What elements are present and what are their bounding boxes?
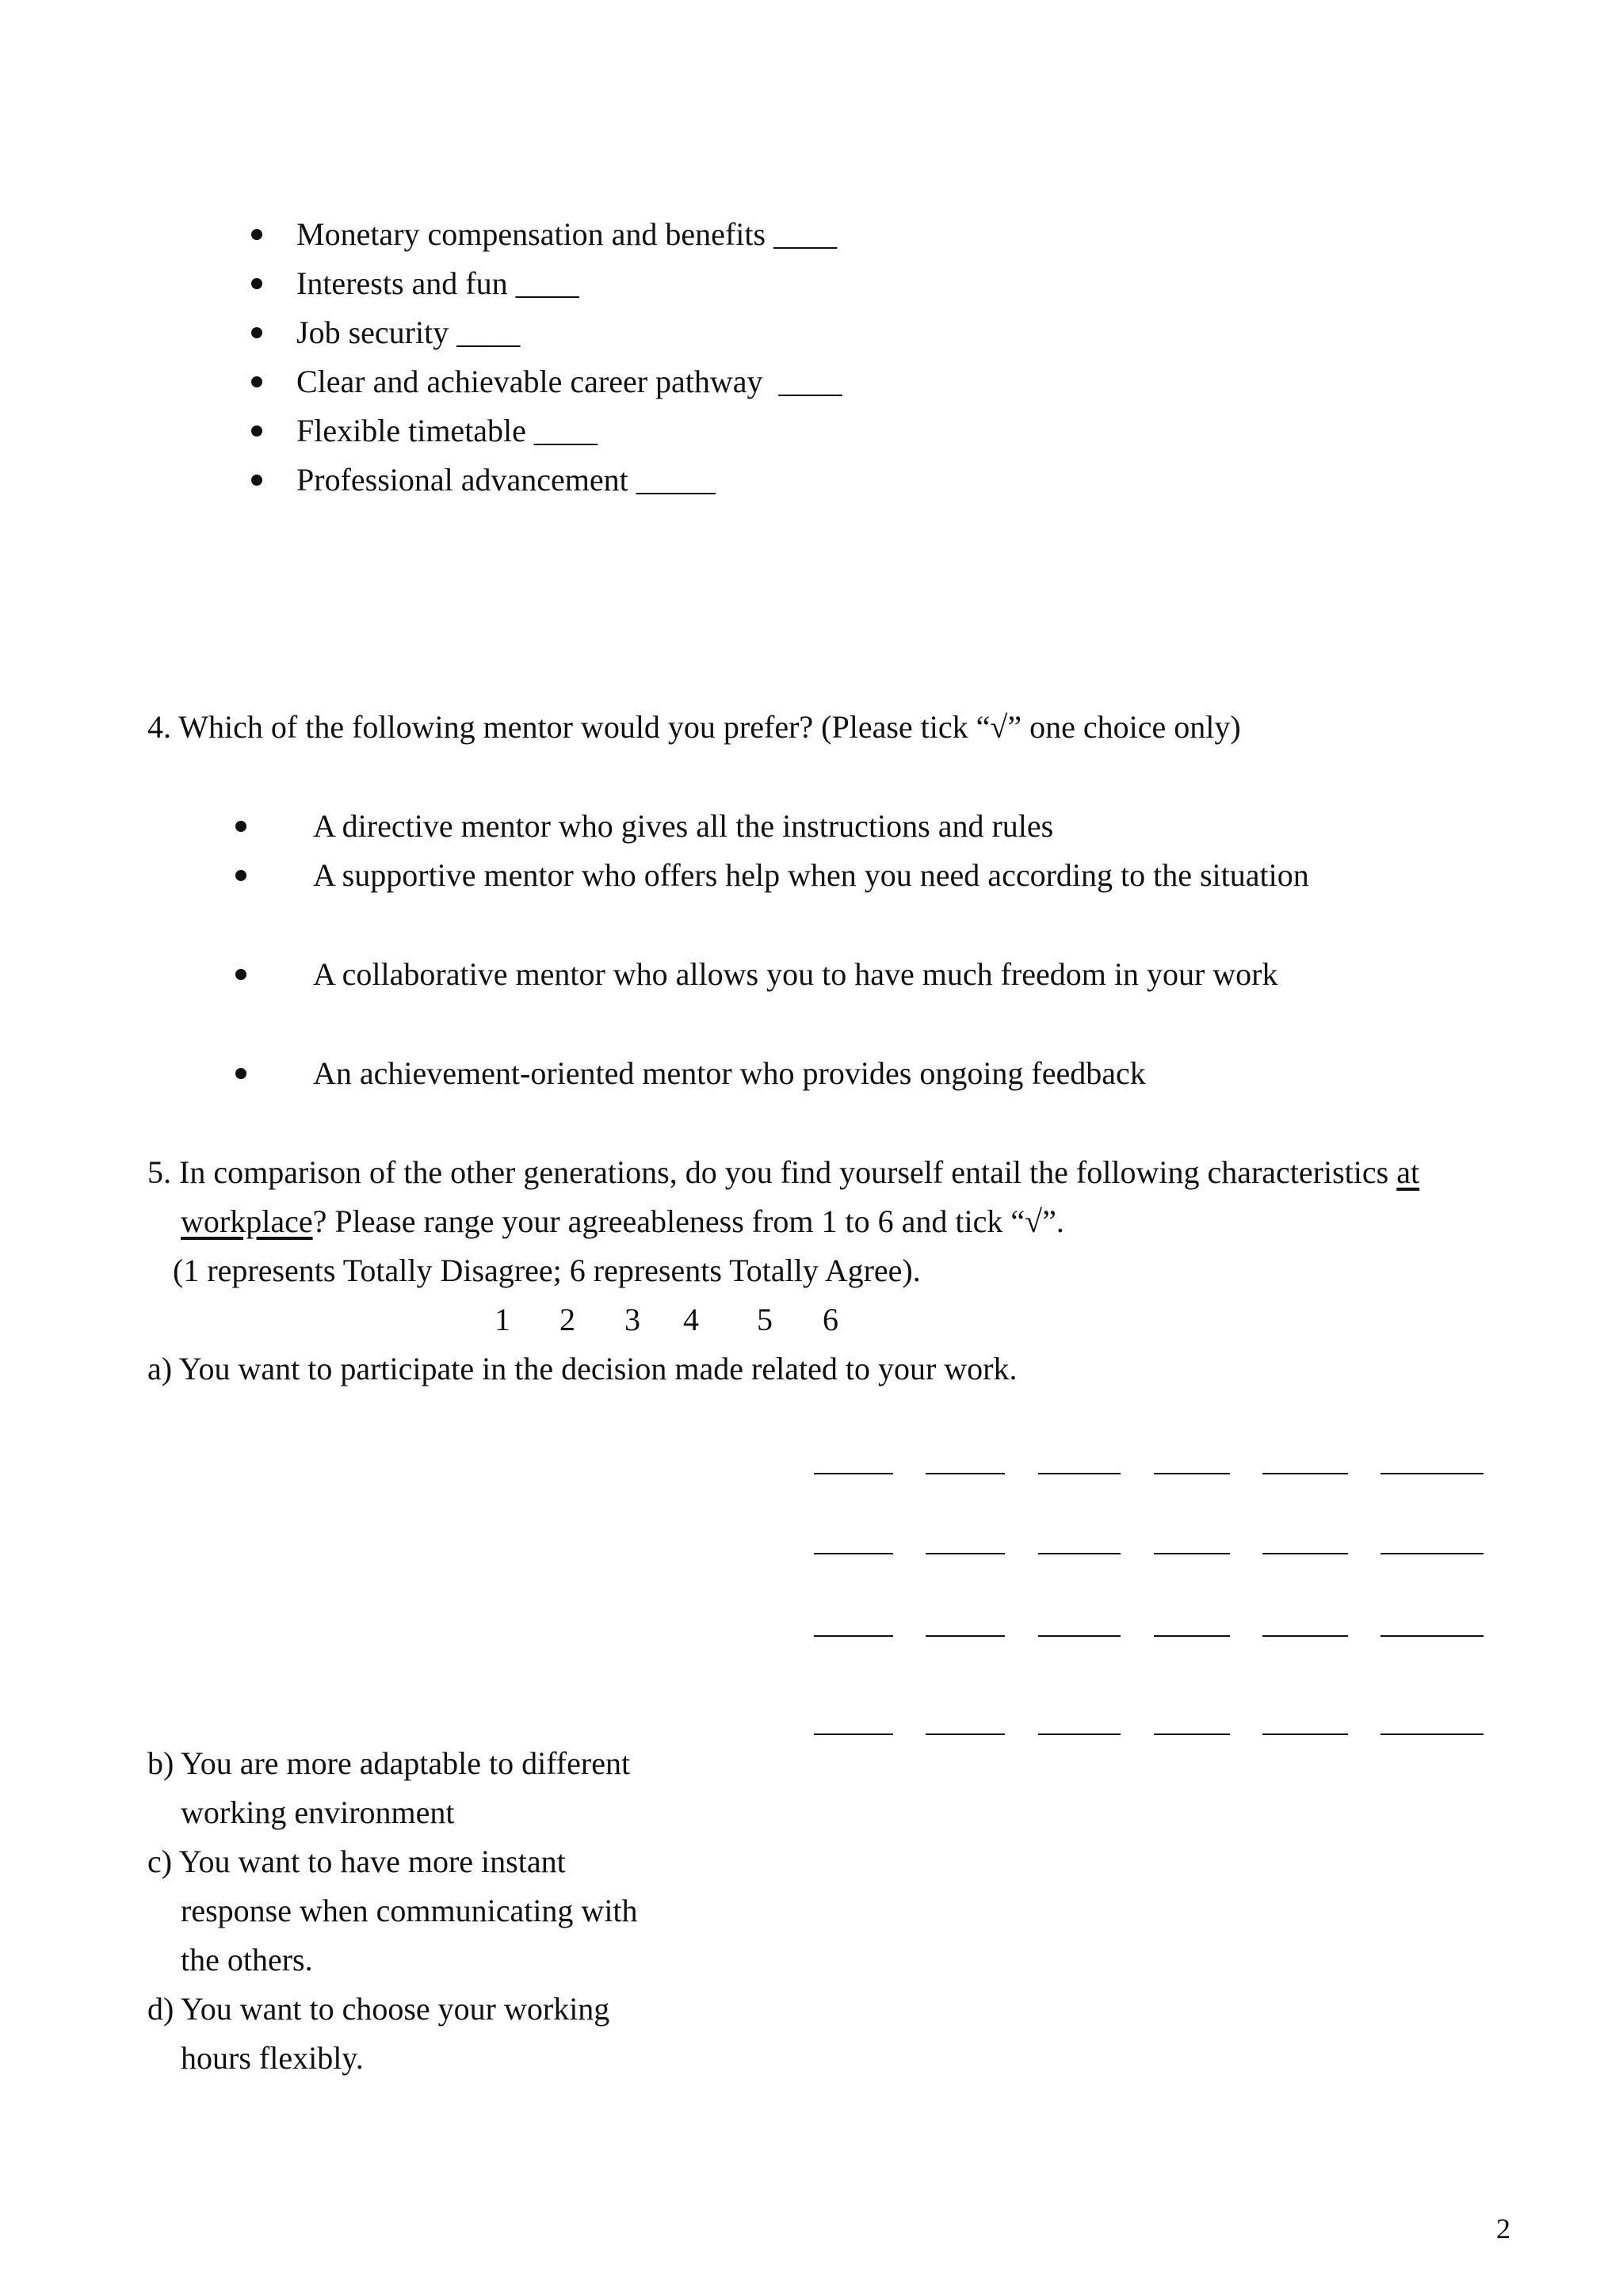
bullet-icon (235, 821, 246, 832)
answer-blank[interactable]: ____ (773, 216, 838, 252)
bullet-icon (251, 376, 262, 387)
q3-item-6 (296, 456, 716, 505)
q5-question-line2 (181, 1197, 1064, 1246)
bullet-icon (235, 870, 246, 881)
bullet-icon (235, 1068, 246, 1079)
bullet-icon (251, 425, 262, 437)
rating-blank[interactable] (814, 1733, 893, 1735)
scale-number-5: 5 (757, 1302, 773, 1337)
scale-number-1: 1 (495, 1302, 510, 1337)
rating-blank[interactable] (814, 1473, 893, 1474)
rating-blank[interactable] (926, 1473, 1005, 1474)
q5-item-d-line1: d) You want to choose your working (147, 1991, 610, 2027)
rating-blank[interactable] (1038, 1553, 1121, 1554)
rating-blank[interactable] (1038, 1473, 1121, 1474)
q3-item-2 (296, 259, 579, 308)
bullet-icon (251, 327, 262, 338)
answer-blank[interactable]: ____ (515, 265, 579, 301)
q4-option-supportive[interactable]: A supportive mentor who offers help when you need according to the situation (313, 857, 1309, 893)
rating-blank[interactable] (926, 1733, 1005, 1735)
scale-number-3: 3 (624, 1302, 640, 1337)
q5-item-b-line2: working environment (181, 1794, 455, 1830)
q5-item-c-line1: c) You want to have more instant (147, 1844, 566, 1879)
q5-question-underlined: workplace (181, 1203, 313, 1239)
q3-item-label: Monetary compensation and benefits (296, 216, 766, 252)
q5-item-c-line2: response when communicating with (181, 1893, 638, 1928)
rating-blank[interactable] (1154, 1553, 1230, 1554)
rating-blank[interactable] (1154, 1473, 1230, 1474)
q5-item-c-line3: the others. (181, 1942, 313, 1978)
page-number: 2 (1496, 2213, 1510, 2245)
scale-number-4: 4 (683, 1302, 699, 1337)
q4-question: 4. Which of the following mentor would you prefer? (Please tick “√” one choice only) (147, 709, 1241, 745)
q4-option-achievement[interactable]: An achievement-oriented mentor who provides ongoing feedback (313, 1055, 1146, 1091)
rating-blank[interactable] (1262, 1553, 1348, 1554)
rating-blank[interactable] (926, 1553, 1005, 1554)
bullet-icon (251, 475, 262, 486)
rating-blank[interactable] (1262, 1733, 1348, 1735)
rating-blank[interactable] (1381, 1733, 1484, 1735)
answer-blank[interactable]: ____ (456, 315, 521, 350)
bullet-icon (235, 969, 246, 980)
rating-blank[interactable] (814, 1635, 893, 1637)
scale-number-2: 2 (559, 1302, 575, 1337)
q3-item-label: Clear and achievable career pathway (296, 364, 763, 399)
q5-item-a: a) You want to participate in the decision made related to your work. (147, 1351, 1018, 1386)
q5-item-d-line2: hours flexibly. (181, 2040, 364, 2076)
rating-blank[interactable] (1381, 1635, 1484, 1637)
rating-blank[interactable] (814, 1553, 893, 1554)
answer-blank[interactable]: ____ (533, 413, 598, 448)
rating-blank[interactable] (1262, 1635, 1348, 1637)
q5-item-b-line1: b) You are more adaptable to different (147, 1745, 631, 1781)
rating-blank[interactable] (1154, 1635, 1230, 1637)
bullet-icon (251, 229, 262, 240)
q3-item-4 (296, 357, 842, 406)
rating-blank[interactable] (926, 1635, 1005, 1637)
q5-question-text: 5. In comparison of the other generations, do you find yourself entail the following characteristics (147, 1154, 1397, 1190)
q3-item-5 (296, 406, 598, 456)
q4-option-directive[interactable]: A directive mentor who gives all the instructions and rules (313, 808, 1054, 844)
q3-item-1 (296, 210, 837, 259)
rating-blank[interactable] (1381, 1473, 1484, 1474)
rating-blank[interactable] (1262, 1473, 1348, 1474)
q3-item-label: Interests and fun (296, 265, 508, 301)
q5-question-underlined: at (1396, 1154, 1420, 1190)
scale-number-6: 6 (823, 1302, 838, 1337)
rating-blank[interactable] (1381, 1553, 1484, 1554)
q5-scale-note: (1 represents Totally Disagree; 6 represents Totally Agree). (173, 1253, 921, 1288)
answer-blank[interactable]: ____ (770, 364, 842, 399)
q4-option-collaborative[interactable]: A collaborative mentor who allows you to have much freedom in your work (313, 956, 1278, 992)
rating-blank[interactable] (1154, 1733, 1230, 1735)
q3-item-label: Flexible timetable (296, 413, 526, 448)
bullet-icon (251, 278, 262, 289)
answer-blank[interactable]: _____ (636, 462, 716, 498)
q3-item-label: Professional advancement (296, 462, 628, 498)
q5-question-text: ? Please range your agreeableness from 1 to 6 and tick “√”. (312, 1203, 1064, 1239)
rating-blank[interactable] (1038, 1733, 1121, 1735)
q3-item-label: Job security (296, 315, 449, 350)
rating-blank[interactable] (1038, 1635, 1121, 1637)
q3-item-3 (296, 308, 520, 357)
q5-question-line1 (147, 1148, 1419, 1197)
